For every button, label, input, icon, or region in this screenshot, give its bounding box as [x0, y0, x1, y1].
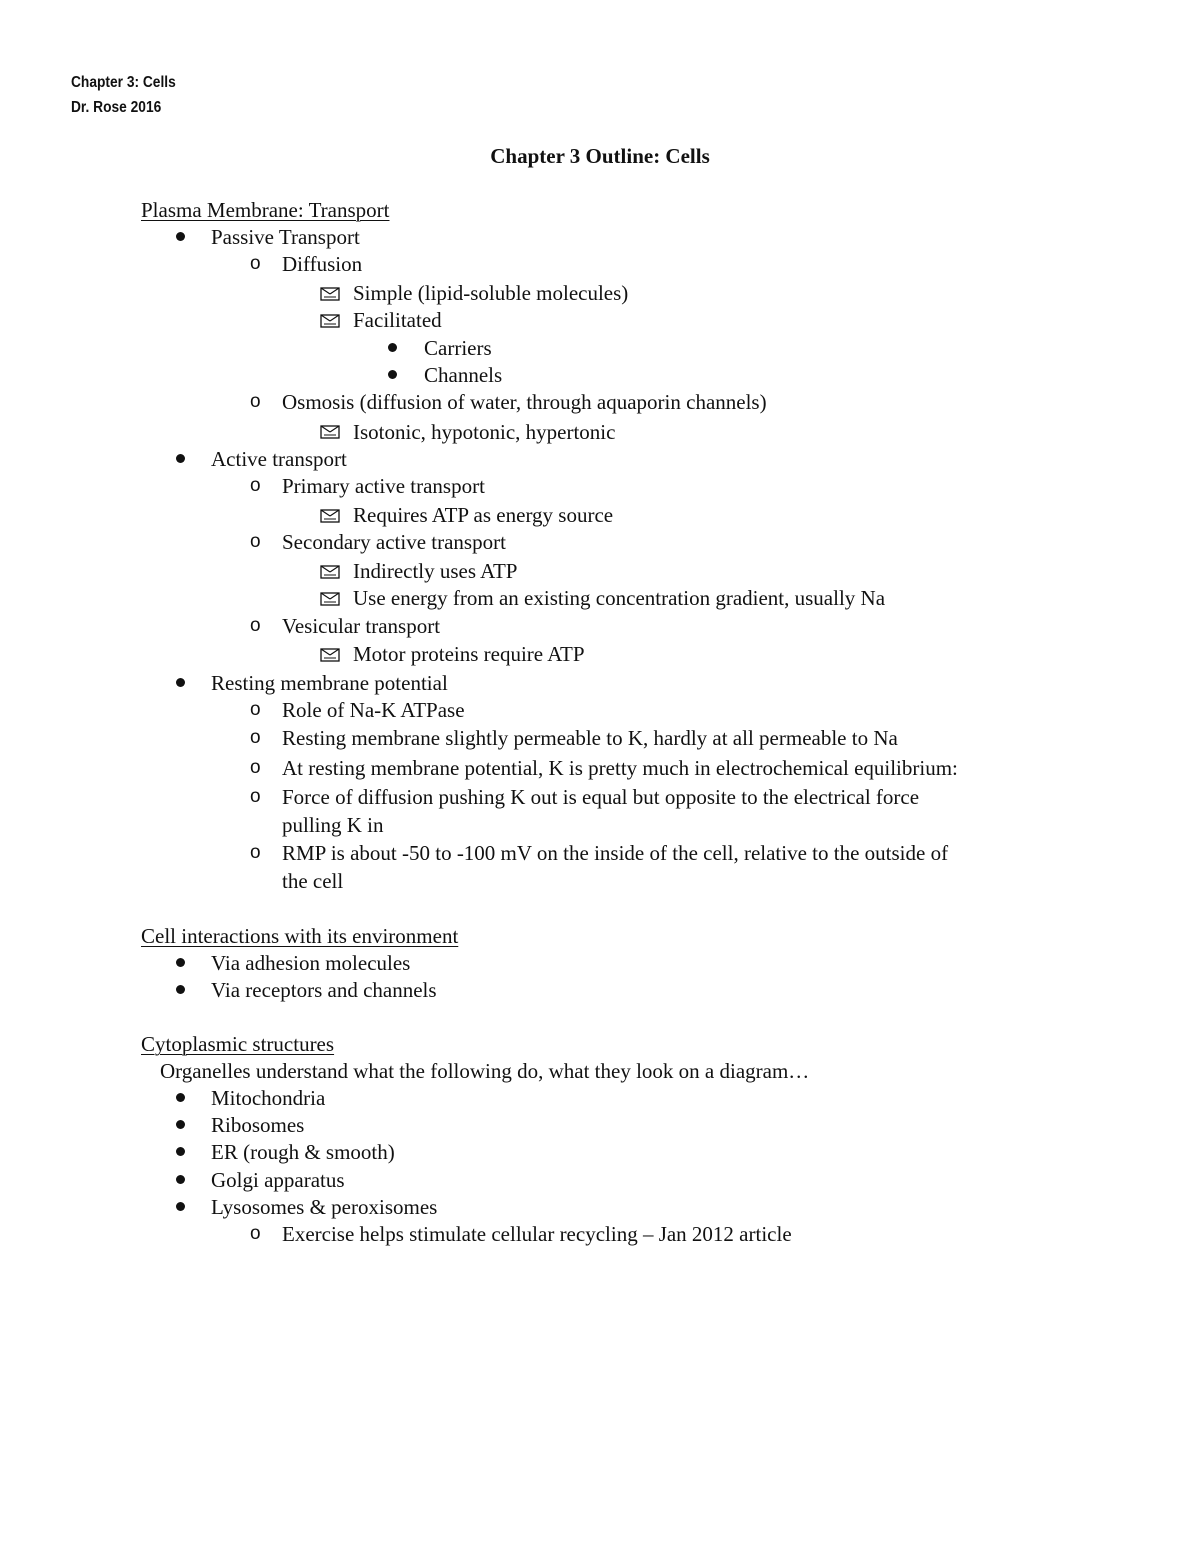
list-item: Mitochondria — [211, 1086, 326, 1110]
list-item: Role of Na-K ATPase — [282, 698, 465, 722]
section-intro: Organelles understand what the following do, what they look on a diagram… — [160, 1059, 810, 1083]
list-item: Indirectly uses ATP — [353, 559, 518, 583]
square-bullet-icon — [320, 287, 340, 301]
page-title: Chapter 3 Outline: Cells — [490, 144, 710, 168]
bullet-dot — [176, 1120, 185, 1129]
bullet-circle: o — [250, 615, 261, 636]
square-bullet-icon — [320, 509, 340, 523]
list-item: Facilitated — [353, 308, 442, 332]
bullet-circle: o — [250, 475, 261, 496]
bullet-circle: o — [250, 727, 261, 748]
list-item: Isotonic, hypotonic, hypertonic — [353, 420, 616, 444]
list-item-continuation: pulling K in — [282, 813, 384, 837]
list-item-continuation: the cell — [282, 869, 344, 893]
square-bullet-icon — [320, 648, 340, 662]
bullet-dot — [176, 678, 185, 687]
list-item: Vesicular transport — [282, 614, 441, 638]
section-heading-interactions: Cell interactions with its environment — [141, 924, 459, 948]
list-item: Active transport — [211, 447, 347, 471]
bullet-circle: o — [250, 531, 261, 552]
bullet-circle: o — [250, 253, 261, 274]
bullet-circle: o — [250, 786, 261, 807]
list-item: Passive Transport — [211, 225, 360, 249]
list-item: Motor proteins require ATP — [353, 642, 585, 666]
bullet-dot — [388, 343, 397, 352]
bullet-dot — [176, 958, 185, 967]
bullet-dot — [176, 232, 185, 241]
list-item: Simple (lipid-soluble molecules) — [353, 281, 629, 305]
bullet-dot — [176, 1175, 185, 1184]
bullet-dot — [176, 1147, 185, 1156]
list-item: Force of diffusion pushing K out is equal but opposite to the electrical force — [282, 785, 920, 809]
list-item: Use energy from an existing concentration gradient, usually Na — [353, 586, 886, 610]
list-item: Primary active transport — [282, 474, 485, 498]
list-item: Channels — [424, 363, 503, 387]
bullet-dot — [176, 985, 185, 994]
list-item: Carriers — [424, 336, 492, 360]
bullet-dot — [176, 1202, 185, 1211]
list-item: Osmosis (diffusion of water, through aquaporin channels) — [282, 390, 767, 414]
list-item: Diffusion — [282, 252, 363, 276]
bullet-circle: o — [250, 699, 261, 720]
bullet-dot — [176, 454, 185, 463]
bullet-dot — [388, 370, 397, 379]
section-heading-plasma: Plasma Membrane: Transport — [141, 198, 390, 222]
bullet-circle: o — [250, 1223, 261, 1244]
list-item: Requires ATP as energy source — [353, 503, 614, 527]
list-item: At resting membrane potential, K is pretty much in electrochemical equilibrium: — [282, 756, 958, 780]
bullet-dot — [176, 1093, 185, 1102]
list-item: RMP is about -50 to -100 mV on the inside of the cell, relative to the outside of — [282, 841, 949, 865]
square-bullet-icon — [320, 592, 340, 606]
author-label: Dr. Rose 2016 — [71, 99, 162, 116]
list-item: ER (rough & smooth) — [211, 1140, 395, 1164]
list-item: Lysosomes & peroxisomes — [211, 1195, 438, 1219]
list-item: Golgi apparatus — [211, 1168, 345, 1192]
list-item: Exercise helps stimulate cellular recycling – Jan 2012 article — [282, 1222, 792, 1246]
square-bullet-icon — [320, 314, 340, 328]
list-item: Via receptors and channels — [211, 978, 437, 1002]
list-item: Resting membrane slightly permeable to K, hardly at all permeable to Na — [282, 726, 898, 750]
list-item: Resting membrane potential — [211, 671, 448, 695]
chapter-label: Chapter 3: Cells — [71, 74, 176, 91]
section-heading-cytoplasmic: Cytoplasmic structures — [141, 1032, 335, 1056]
list-item: Ribosomes — [211, 1113, 305, 1137]
list-item: Secondary active transport — [282, 530, 506, 554]
list-item: Via adhesion molecules — [211, 951, 411, 975]
bullet-circle: o — [250, 842, 261, 863]
document-header — [71, 70, 176, 120]
bullet-circle: o — [250, 391, 261, 412]
square-bullet-icon — [320, 425, 340, 439]
bullet-circle: o — [250, 757, 261, 778]
square-bullet-icon — [320, 565, 340, 579]
